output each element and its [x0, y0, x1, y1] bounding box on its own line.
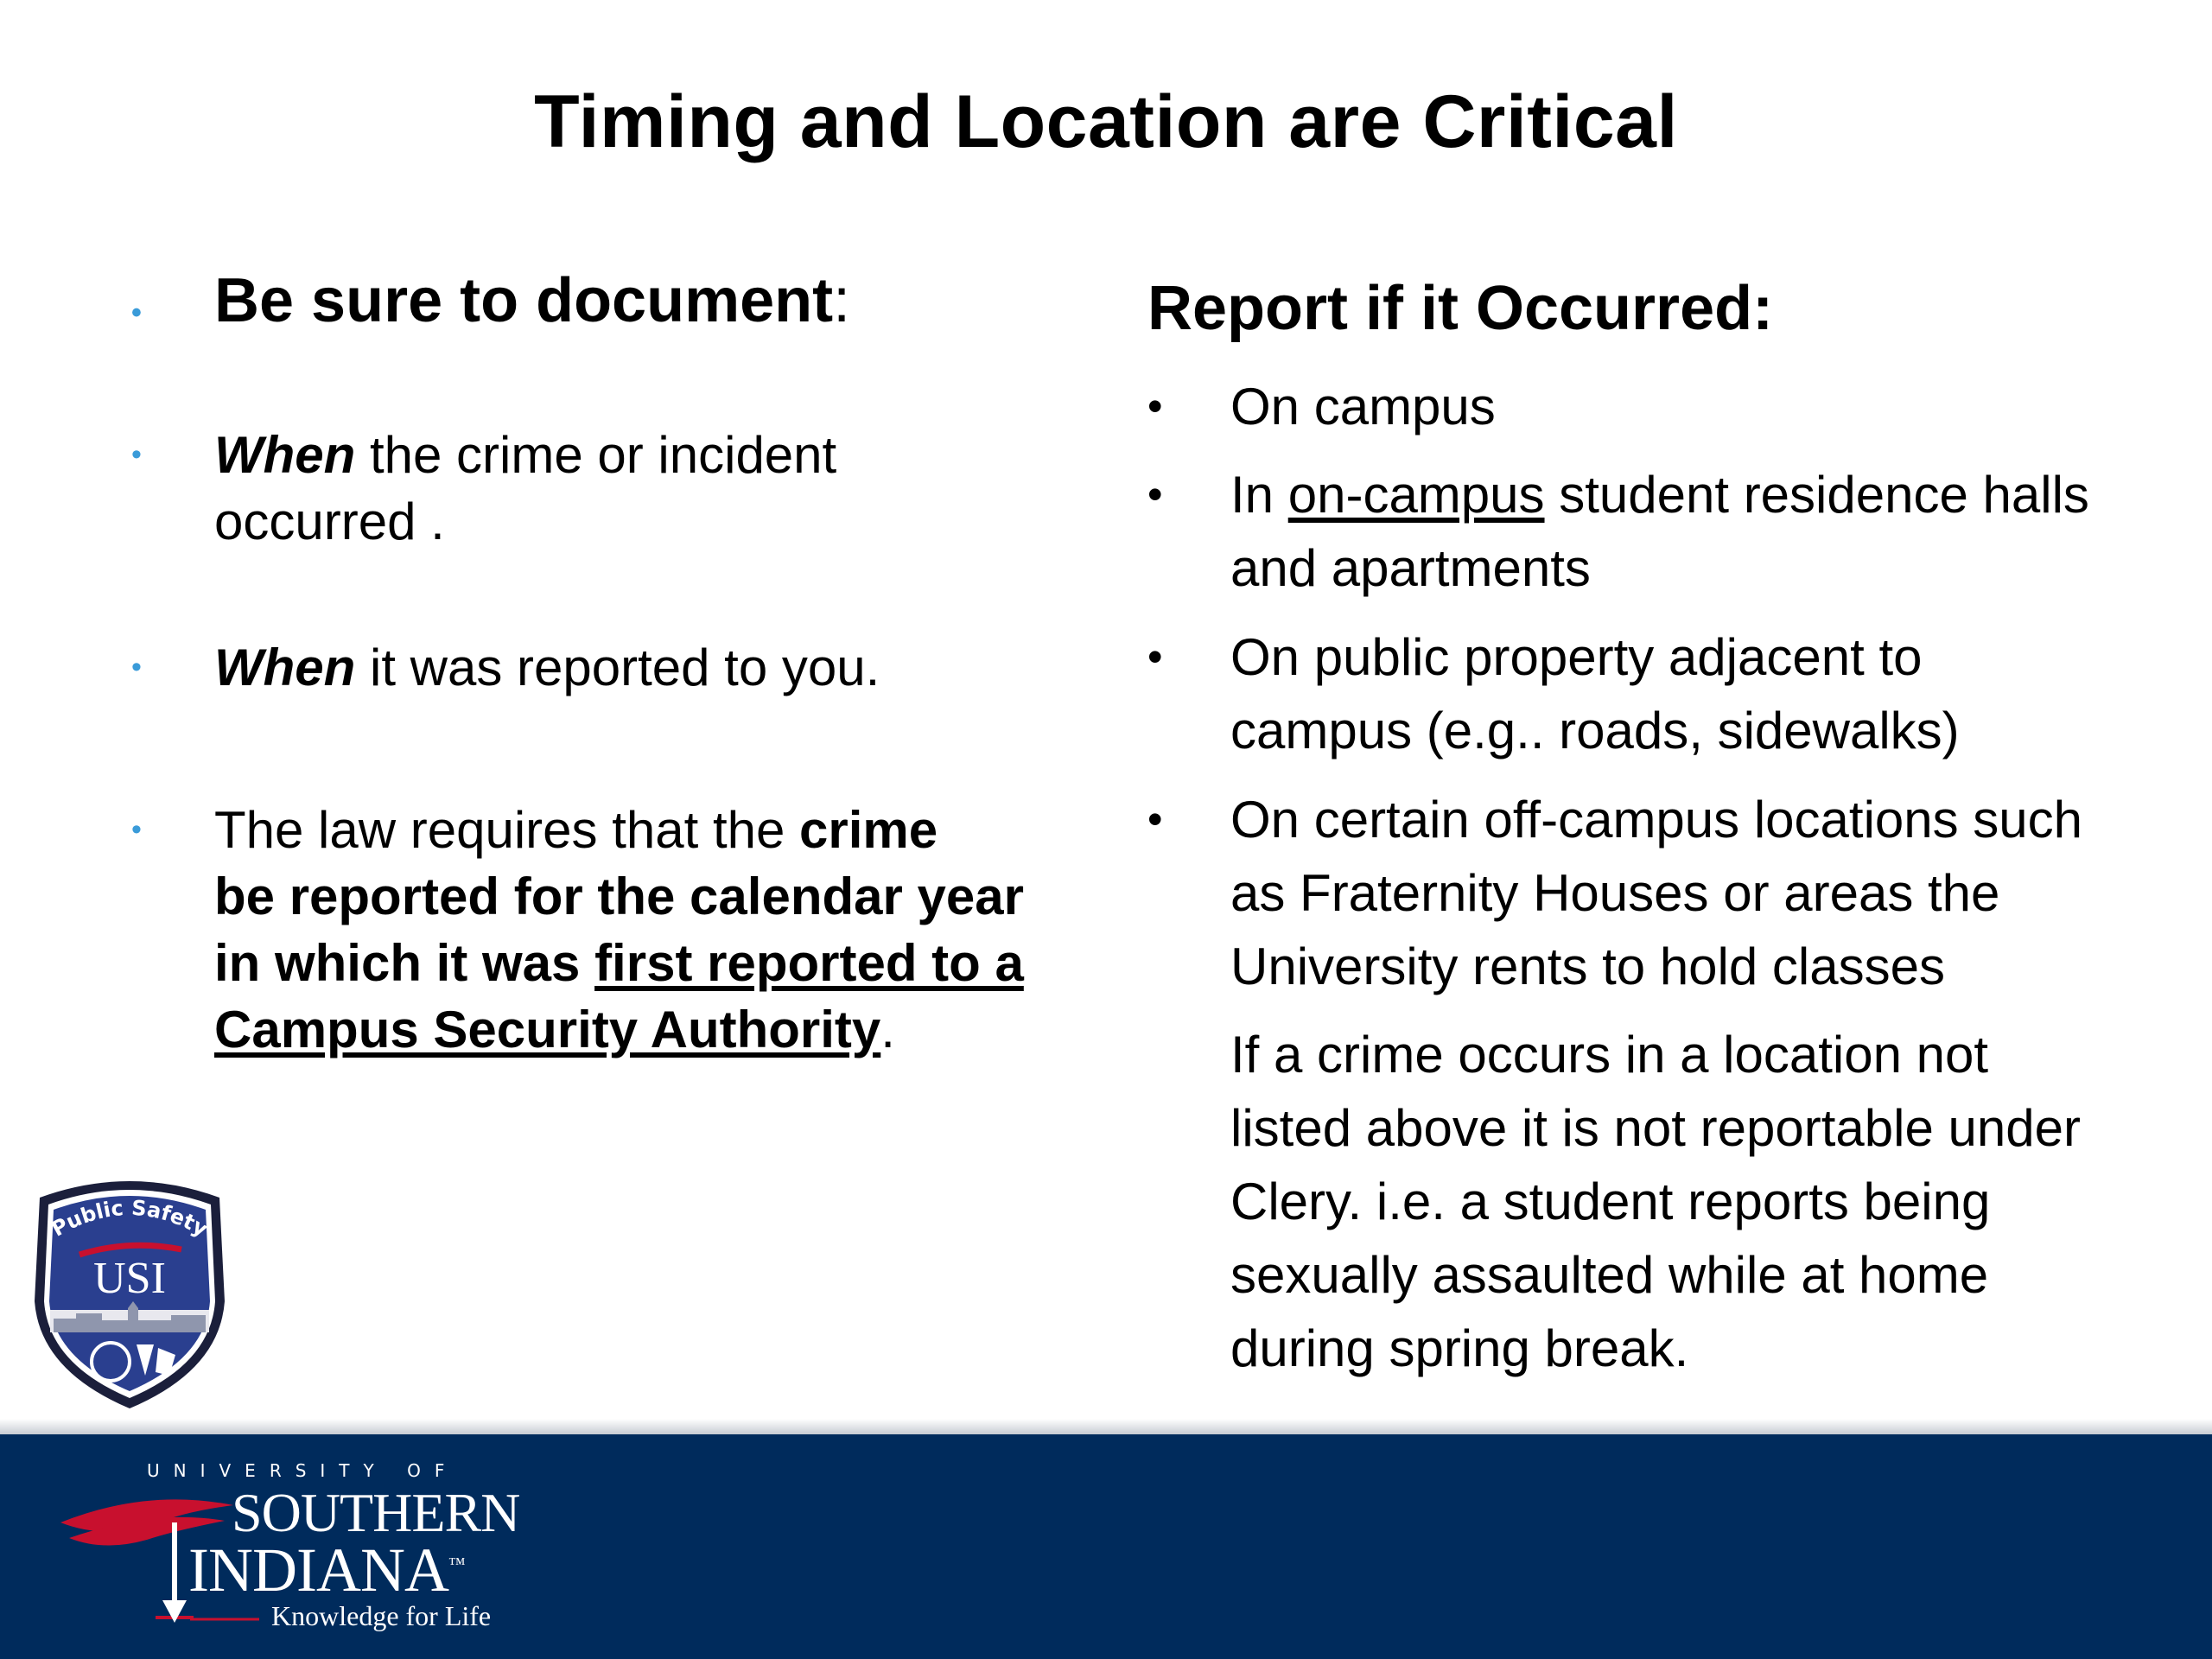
report-heading: Report if it Occurred: — [1147, 274, 1774, 343]
note-line1: If a crime occurs in a location not — [1230, 1026, 1989, 1084]
note-line4: sexually assaulted while at home — [1230, 1246, 1989, 1304]
shield-badge-icon — [24, 1172, 235, 1414]
document-heading-item — [131, 266, 1078, 335]
badge-center-text: USI — [93, 1254, 166, 1303]
footer-shadow — [0, 1419, 2212, 1434]
law-underline-1: first reported to a — [594, 934, 1024, 992]
law-bold-2: be reported for the calendar year — [214, 868, 1024, 925]
bullet-dot-icon: • — [1147, 632, 1163, 681]
badge-arc-text: Public Safety — [48, 1195, 213, 1242]
logo-trademark: ™ — [448, 1554, 465, 1573]
public-safety-badge — [0, 1151, 259, 1434]
bullet-dot-icon: • — [131, 296, 142, 329]
logo-indiana — [188, 1535, 465, 1606]
when-occurred-text-line1: the crime or incident — [355, 426, 837, 484]
logo-southern: SOUTHERN — [232, 1482, 520, 1543]
offcampus-line1: On certain off-campus locations such — [1230, 791, 2083, 849]
when-occurred-text-line2: occurred . — [214, 493, 445, 550]
when-reported-text: it was reported to you. — [355, 639, 880, 696]
public-line2: campus (e.g.. roads, sidewalks) — [1230, 702, 1960, 760]
location-text: On campus — [1230, 378, 1496, 435]
logo-university-of: UNIVERSITY OF — [147, 1460, 459, 1481]
when-emphasis: When — [214, 639, 356, 696]
public-line1: On public property adjacent to — [1230, 628, 1923, 686]
bullet-dot-icon: • — [131, 651, 142, 683]
bullet-dot-icon: • — [131, 438, 142, 471]
location-item-residence — [1147, 458, 2198, 605]
law-bold-3: in which it was — [214, 934, 595, 992]
offcampus-line2: as Fraternity Houses or areas the — [1230, 864, 2000, 922]
document-heading: Be sure to document — [214, 266, 834, 335]
law-text-pre: The law requires that the — [214, 801, 800, 859]
note-line3: Clery. i.e. a student reports being — [1230, 1173, 1991, 1230]
law-requirement-item — [131, 797, 1078, 1063]
residence-pre: In — [1230, 466, 1288, 524]
offcampus-line3: University rents to hold classes — [1230, 938, 1945, 995]
bullet-dot-icon: • — [1147, 470, 1163, 518]
bullet-dot-icon: • — [1147, 795, 1163, 843]
residence-line1: student residence halls — [1544, 466, 2089, 524]
note-line2: listed above it is not reportable under — [1230, 1099, 2081, 1157]
law-period: . — [880, 1001, 895, 1058]
location-item-off-campus — [1147, 783, 2198, 1003]
law-underline-2: Campus Security Authority — [214, 1001, 881, 1058]
residence-line2: and apartments — [1230, 539, 1591, 597]
logo-indiana-text: INDIANA — [188, 1535, 448, 1605]
note-line5: during spring break. — [1230, 1319, 1689, 1377]
bullet-dot-icon: • — [131, 813, 142, 846]
when-reported-item — [131, 634, 1078, 701]
slide-title: Timing and Location are Critical — [534, 80, 1678, 163]
document-colon: : — [833, 266, 851, 335]
usi-logo — [52, 1452, 570, 1650]
left-column — [0, 0, 1106, 1123]
clery-note — [1230, 1018, 2198, 1385]
right-column — [1106, 0, 2212, 1417]
location-item-public-property — [1147, 620, 2198, 767]
residence-underline: on-campus — [1287, 466, 1545, 524]
when-occurred-item — [131, 422, 1078, 555]
when-emphasis: When — [214, 426, 356, 484]
law-bold-1: crime — [799, 801, 938, 859]
bullet-dot-icon: • — [1147, 382, 1163, 430]
logo-tagline: Knowledge for Life — [271, 1600, 492, 1631]
location-item-on-campus — [1147, 370, 2198, 443]
